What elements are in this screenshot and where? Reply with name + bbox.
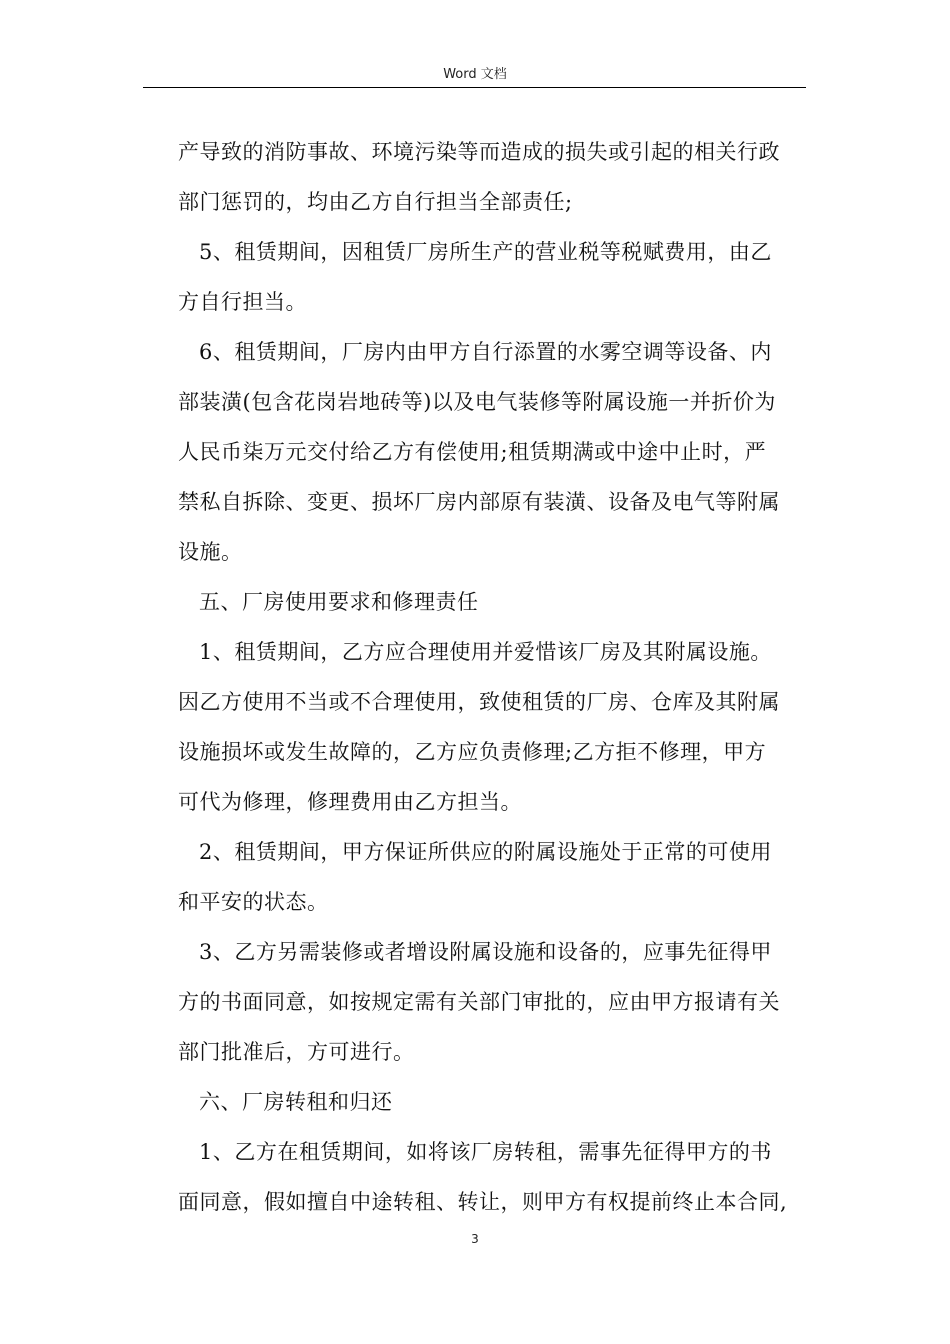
page-header-title: Word 文档 xyxy=(443,67,507,82)
text-line: 1、租赁期间，乙方应合理使用并爱惜该厂房及其附属设施。 xyxy=(199,640,772,664)
text-line: 3、乙方另需装修或者增设附属设施和设备的，应事先征得甲 xyxy=(199,940,772,964)
document-body xyxy=(178,127,808,1227)
text-line: 部装潢(包含花岗岩地砖等)以及电气装修等附属设施一并折价为 xyxy=(178,390,776,414)
text-line: 部门惩罚的，均由乙方自行担当全部责任; xyxy=(178,190,573,214)
text-line: 2、租赁期间，甲方保证所供应的附属设施处于正常的可使用 xyxy=(199,840,772,864)
text-line: 产导致的消防事故、环境污染等而造成的损失或引起的相关行政 xyxy=(178,140,780,164)
text-line: 6、租赁期间，厂房内由甲方自行添置的水雾空调等设备、内 xyxy=(199,340,772,364)
section-heading: 六、厂房转租和归还 xyxy=(199,1090,393,1114)
text-line: 设施损坏或发生故障的，乙方应负责修理;乙方拒不修理，甲方 xyxy=(178,740,767,764)
text-line: 面同意，假如擅自中途转租、转让，则甲方有权提前终止本合同, xyxy=(178,1190,788,1214)
section-heading: 五、厂房使用要求和修理责任 xyxy=(199,590,479,614)
header-divider xyxy=(143,87,806,88)
text-line: 禁私自拆除、变更、损坏厂房内部原有装潢、设备及电气等附属 xyxy=(178,490,780,514)
text-line: 和平安的状态。 xyxy=(178,890,329,914)
text-line: 部门批准后，方可进行。 xyxy=(178,1040,415,1064)
text-line: 设施。 xyxy=(178,540,243,564)
text-line: 5、租赁期间，因租赁厂房所生产的营业税等税赋费用，由乙 xyxy=(199,240,772,264)
text-line: 方的书面同意，如按规定需有关部门审批的，应由甲方报请有关 xyxy=(178,990,780,1014)
text-line: 方自行担当。 xyxy=(178,290,307,314)
text-line: 因乙方使用不当或不合理使用，致使租赁的厂房、仓库及其附属 xyxy=(178,690,780,714)
page-number: 3 xyxy=(471,1232,479,1246)
text-line: 1、乙方在租赁期间，如将该厂房转租，需事先征得甲方的书 xyxy=(199,1140,772,1164)
text-line: 人民币柒万元交付给乙方有偿使用;租赁期满或中途中止时，严 xyxy=(178,440,767,464)
text-line: 可代为修理，修理费用由乙方担当。 xyxy=(178,790,522,814)
